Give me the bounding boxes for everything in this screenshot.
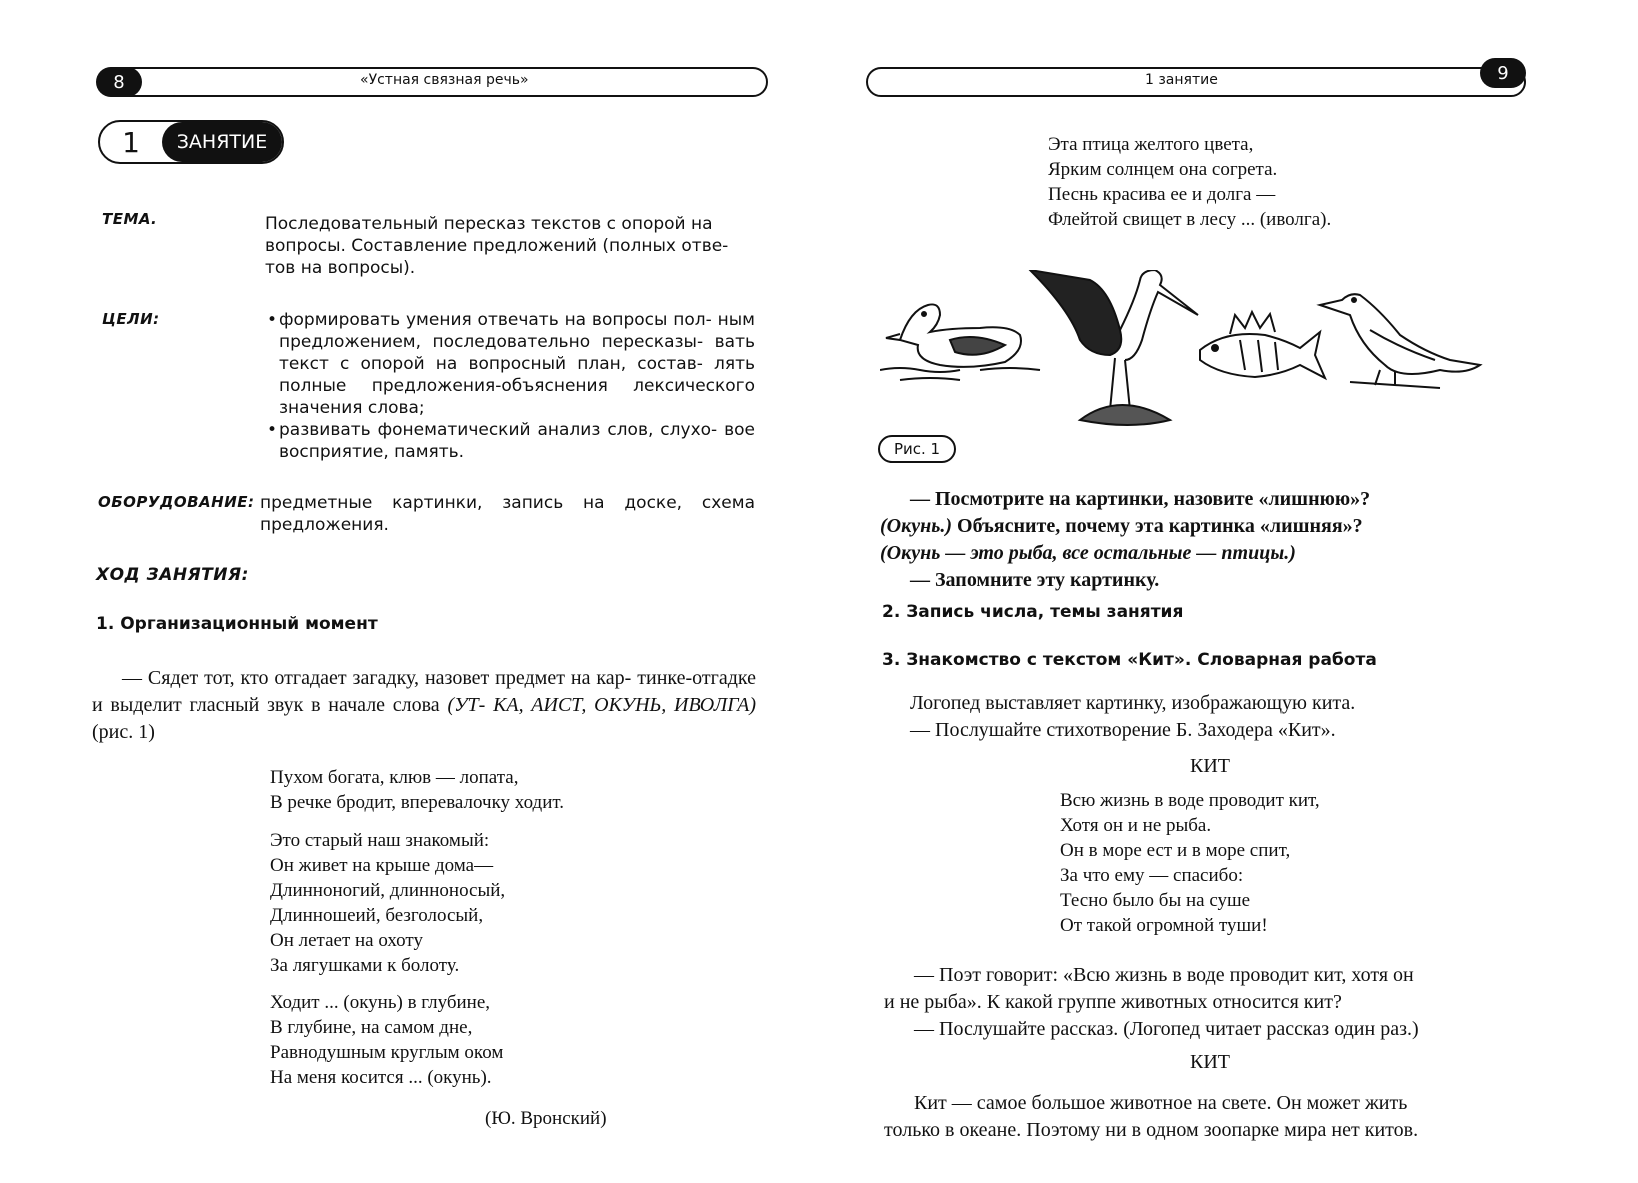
stork-drawing xyxy=(1030,270,1198,425)
running-title: «Устная связная речь» xyxy=(360,72,529,88)
whale-poem: Всю жизнь в воде проводит кит, Хотя он и не рыба. Он в море ест и в море спит, За что ему — спасибо: Тесно было бы на суше От такой огромной туши! xyxy=(1060,790,1320,936)
section-3-heading: 3. Знакомство с текстом «Кит». Словарная работа xyxy=(882,650,1377,670)
riddle-duck: Пухом богата, клюв — лопата, В речке бродит, вперевалочку ходит. xyxy=(270,767,564,813)
tseli-list xyxy=(265,309,755,463)
left-page xyxy=(0,0,800,1183)
hod-label: ХОД ЗАНЯТИЯ: xyxy=(96,565,249,585)
tema-text: Последовательный пересказ текстов с опорой на вопросы. Составление предложений (полных отве- тов на вопросы). xyxy=(265,214,729,278)
story-title: КИТ xyxy=(1190,1051,1230,1073)
riddle-perch: Ходит ... (окунь) в глубине, В глубине, на самом дне, Равнодушным круглым оком На меня косится ... (окунь). xyxy=(270,992,504,1088)
oriole-bird-drawing xyxy=(1320,294,1480,388)
page-number-badge: 8 xyxy=(96,67,142,97)
section-2-heading: 2. Запись числа, темы занятия xyxy=(882,602,1184,622)
oborudovanie-label: ОБОРУДОВАНИЕ: xyxy=(98,493,255,511)
intro-paragraph: Логопед выставляет картинку, изображающую кита. — Послушайте стихотворение Б. Заходера «Кит». xyxy=(910,692,1356,741)
lesson-word: ЗАНЯТИЕ xyxy=(162,122,282,162)
figure-label: Рис. 1 xyxy=(878,435,956,463)
running-title: 1 занятие xyxy=(1145,72,1218,88)
tseli-label: ЦЕЛИ: xyxy=(102,310,160,328)
poem-title: КИТ xyxy=(1190,755,1230,777)
story-paragraph: Кит — самое большое животное на свете. Он может жить только в океане. Поэтому ни в одном зоопарке мира нет китов. xyxy=(884,1092,1419,1141)
poem-author: (Ю. Вронский) xyxy=(485,1108,607,1129)
riddle-stork: Это старый наш знакомый: Он живет на крыше дома— Длинноногий, длинноносый, Длинношеий, безголосый, Он летает на охоту За лягушками к болоту. xyxy=(270,830,506,976)
lesson-badge xyxy=(98,120,284,164)
figure-1 xyxy=(880,270,1540,450)
question-paragraph: — Посмотрите на картинки, назовите «лишнюю»? (Окунь.) Объясните, почему эта картинка «лишняя»? (Окунь — это рыба, все остальные — птицы.) — Запомните эту картинку. xyxy=(880,488,1371,591)
lesson-number: 1 xyxy=(122,125,140,159)
section-1-paragraph: — Сядет тот, кто отгадает загадку, назовет предмет на кар- тинке-отгадке и выделит гласный звук в начале слова (УТ- КА, АИСТ, ОКУНЬ, ИВОЛГА) (рис. 1) xyxy=(92,667,757,743)
perch-fish-drawing xyxy=(1200,312,1325,378)
duck-drawing xyxy=(880,304,1040,380)
oborudovanie-text: предметные картинки, запись на доске, схема предложения. xyxy=(260,493,755,535)
tema-label: ТЕМА. xyxy=(102,210,158,228)
discussion-paragraph: — Поэт говорит: «Всю жизнь в воде проводит кит, хотя он и не рыба». К какой группе животных относится кит? — Послушайте рассказ. (Логопед читает рассказ один раз.) xyxy=(884,964,1419,1040)
goal-item: • формировать умения отвечать на вопросы пол- ным предложением, последовательно пересказы- вать текст с опорой на вопросный план, состав- лять полные предложения-объяснения лексического значения слова; xyxy=(279,309,755,419)
riddle-oriole: Эта птица желтого цвета, Ярким солнцем она согрета. Песнь красива ее и долга — Флейтой свищет в лесу ... (иволга). xyxy=(1048,134,1332,230)
section-1-heading: 1. Организационный момент xyxy=(96,614,378,634)
goal-item: • развивать фонематический анализ слов, слухо- вое восприятие, память. xyxy=(279,419,755,463)
page-number-badge: 9 xyxy=(1480,58,1526,88)
